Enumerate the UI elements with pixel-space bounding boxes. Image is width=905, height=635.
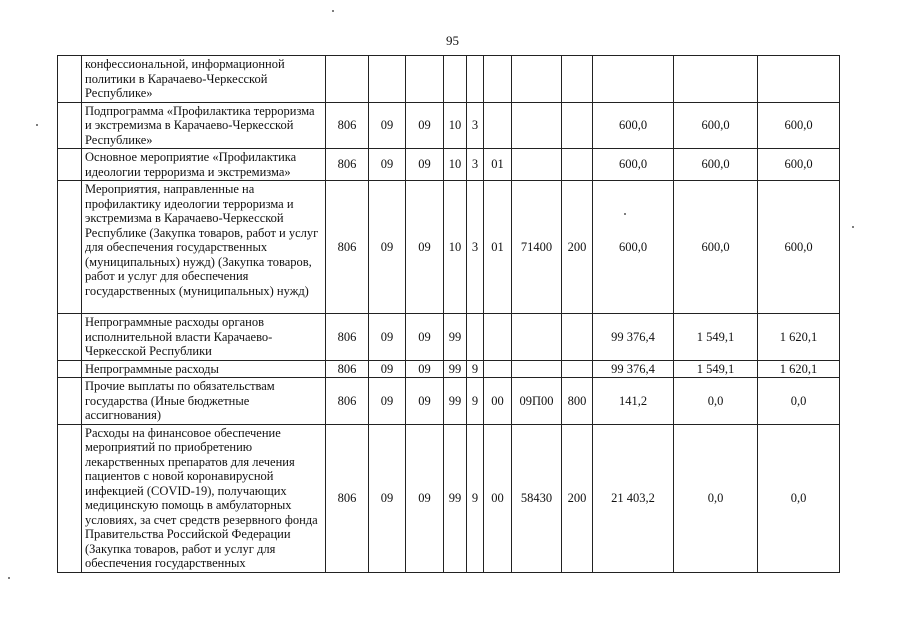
program-code: 99: [444, 378, 467, 425]
ministry-code: 806: [326, 102, 369, 149]
subsection-code: 09: [406, 181, 444, 314]
amount-year-2: 0,0: [674, 424, 758, 572]
expense-type-code: [562, 56, 593, 103]
expense-type-code: [562, 102, 593, 149]
activity-code: 00: [484, 424, 512, 572]
subprogram-code: [467, 314, 484, 361]
ministry-code: [326, 56, 369, 103]
activity-code: [484, 56, 512, 103]
subsection-code: 09: [406, 149, 444, 181]
ministry-code: 806: [326, 360, 369, 378]
spacer-cell: [58, 360, 82, 378]
direction-code: 71400: [512, 181, 562, 314]
ministry-code: 806: [326, 181, 369, 314]
direction-code: [512, 56, 562, 103]
activity-code: 00: [484, 378, 512, 425]
amount-year-3: 0,0: [758, 378, 840, 425]
table-row: [58, 181, 840, 314]
amount-year-1: 600,0: [593, 181, 674, 314]
amount-year-3: 1 620,1: [758, 314, 840, 361]
amount-year-3: 600,0: [758, 149, 840, 181]
spacer-cell: [58, 378, 82, 425]
ministry-code: 806: [326, 424, 369, 572]
scan-speck: [8, 577, 10, 579]
program-code: [444, 56, 467, 103]
amount-year-3: 1 620,1: [758, 360, 840, 378]
table-row: [58, 314, 840, 361]
amount-year-1: 600,0: [593, 102, 674, 149]
subprogram-code: 9: [467, 424, 484, 572]
scan-speck: [624, 213, 626, 215]
scan-speck: [36, 124, 38, 126]
expense-type-code: [562, 360, 593, 378]
table-row: [58, 360, 840, 378]
row-name: Мероприятия, направленные на профилактику идеологии терроризма и экстремизма в Карачаево-Черкесской Республике (Закупка товаров, работ и услуг для обеспечения государственных (муниципальных) нужд) (Закупка товаров, работ и услуг для обеспечения государственных (муниципальных) нужд): [82, 181, 326, 314]
subsection-code: 09: [406, 378, 444, 425]
ministry-code: 806: [326, 314, 369, 361]
section-code: 09: [369, 424, 406, 572]
program-code: 10: [444, 149, 467, 181]
expense-type-code: 800: [562, 378, 593, 425]
subsection-code: 09: [406, 360, 444, 378]
subsection-code: 09: [406, 424, 444, 572]
program-code: 99: [444, 360, 467, 378]
direction-code: 09П00: [512, 378, 562, 425]
section-code: 09: [369, 314, 406, 361]
subprogram-code: 9: [467, 360, 484, 378]
program-code: 10: [444, 181, 467, 314]
amount-year-2: 0,0: [674, 378, 758, 425]
row-name: конфессиональной, информационной политики в Карачаево-Черкесской Республике»: [82, 56, 326, 103]
amount-year-1: 21 403,2: [593, 424, 674, 572]
ministry-code: 806: [326, 378, 369, 425]
program-code: 99: [444, 314, 467, 361]
amount-year-1: [593, 56, 674, 103]
expense-type-code: 200: [562, 424, 593, 572]
subsection-code: [406, 56, 444, 103]
subsection-code: 09: [406, 314, 444, 361]
amount-year-1: 600,0: [593, 149, 674, 181]
row-name: Расходы на финансовое обеспечение мероприятий по приобретению лекарственных препаратов для лечения пациентов с новой коронавирусной инфекцией (COVID-19), получающих медицинскую помощь в амбулаторных условиях, за счет средств резервного фонда Правительства Российской Федерации (Закупка товаров, работ и услуг для обеспечения государственных: [82, 424, 326, 572]
section-code: 09: [369, 378, 406, 425]
spacer-cell: [58, 102, 82, 149]
subsection-code: 09: [406, 102, 444, 149]
expense-type-code: 200: [562, 181, 593, 314]
subprogram-code: 3: [467, 181, 484, 314]
amount-year-2: 1 549,1: [674, 360, 758, 378]
activity-code: [484, 102, 512, 149]
amount-year-1: 99 376,4: [593, 314, 674, 361]
amount-year-2: 600,0: [674, 181, 758, 314]
subprogram-code: 3: [467, 102, 484, 149]
ministry-code: 806: [326, 149, 369, 181]
row-name: Непрограммные расходы органов исполнительной власти Карачаево-Черкесской Республики: [82, 314, 326, 361]
subprogram-code: 9: [467, 378, 484, 425]
row-name: Прочие выплаты по обязательствам государства (Иные бюджетные ассигнования): [82, 378, 326, 425]
row-name: Основное мероприятие «Профилактика идеологии терроризма и экстремизма»: [82, 149, 326, 181]
spacer-cell: [58, 181, 82, 314]
activity-code: 01: [484, 149, 512, 181]
activity-code: [484, 314, 512, 361]
spacer-cell: [58, 56, 82, 103]
expense-type-code: [562, 149, 593, 181]
expense-type-code: [562, 314, 593, 361]
amount-year-2: [674, 56, 758, 103]
table-row: [58, 102, 840, 149]
section-code: [369, 56, 406, 103]
activity-code: 01: [484, 181, 512, 314]
direction-code: [512, 360, 562, 378]
section-code: 09: [369, 149, 406, 181]
amount-year-2: 1 549,1: [674, 314, 758, 361]
scan-speck: [852, 226, 854, 228]
table-row: [58, 378, 840, 425]
amount-year-3: [758, 56, 840, 103]
table-row: [58, 56, 840, 103]
spacer-cell: [58, 314, 82, 361]
page-number: 95: [446, 33, 459, 48]
amount-year-3: 0,0: [758, 424, 840, 572]
activity-code: [484, 360, 512, 378]
table-row: [58, 424, 840, 572]
direction-code: 58430: [512, 424, 562, 572]
section-code: 09: [369, 102, 406, 149]
direction-code: [512, 102, 562, 149]
subprogram-code: 3: [467, 149, 484, 181]
spacer-cell: [58, 149, 82, 181]
section-code: 09: [369, 360, 406, 378]
amount-year-1: 141,2: [593, 378, 674, 425]
amount-year-2: 600,0: [674, 102, 758, 149]
amount-year-3: 600,0: [758, 102, 840, 149]
direction-code: [512, 314, 562, 361]
table-row: [58, 149, 840, 181]
direction-code: [512, 149, 562, 181]
row-name: Непрограммные расходы: [82, 360, 326, 378]
budget-table: [57, 55, 840, 573]
row-name: Подпрограмма «Профилактика терроризма и экстремизма в Карачаево-Черкесской Республике»: [82, 102, 326, 149]
spacer-cell: [58, 424, 82, 572]
program-code: 99: [444, 424, 467, 572]
amount-year-3: 600,0: [758, 181, 840, 314]
scan-speck: [332, 10, 334, 12]
subprogram-code: [467, 56, 484, 103]
amount-year-2: 600,0: [674, 149, 758, 181]
program-code: 10: [444, 102, 467, 149]
section-code: 09: [369, 181, 406, 314]
amount-year-1: 99 376,4: [593, 360, 674, 378]
